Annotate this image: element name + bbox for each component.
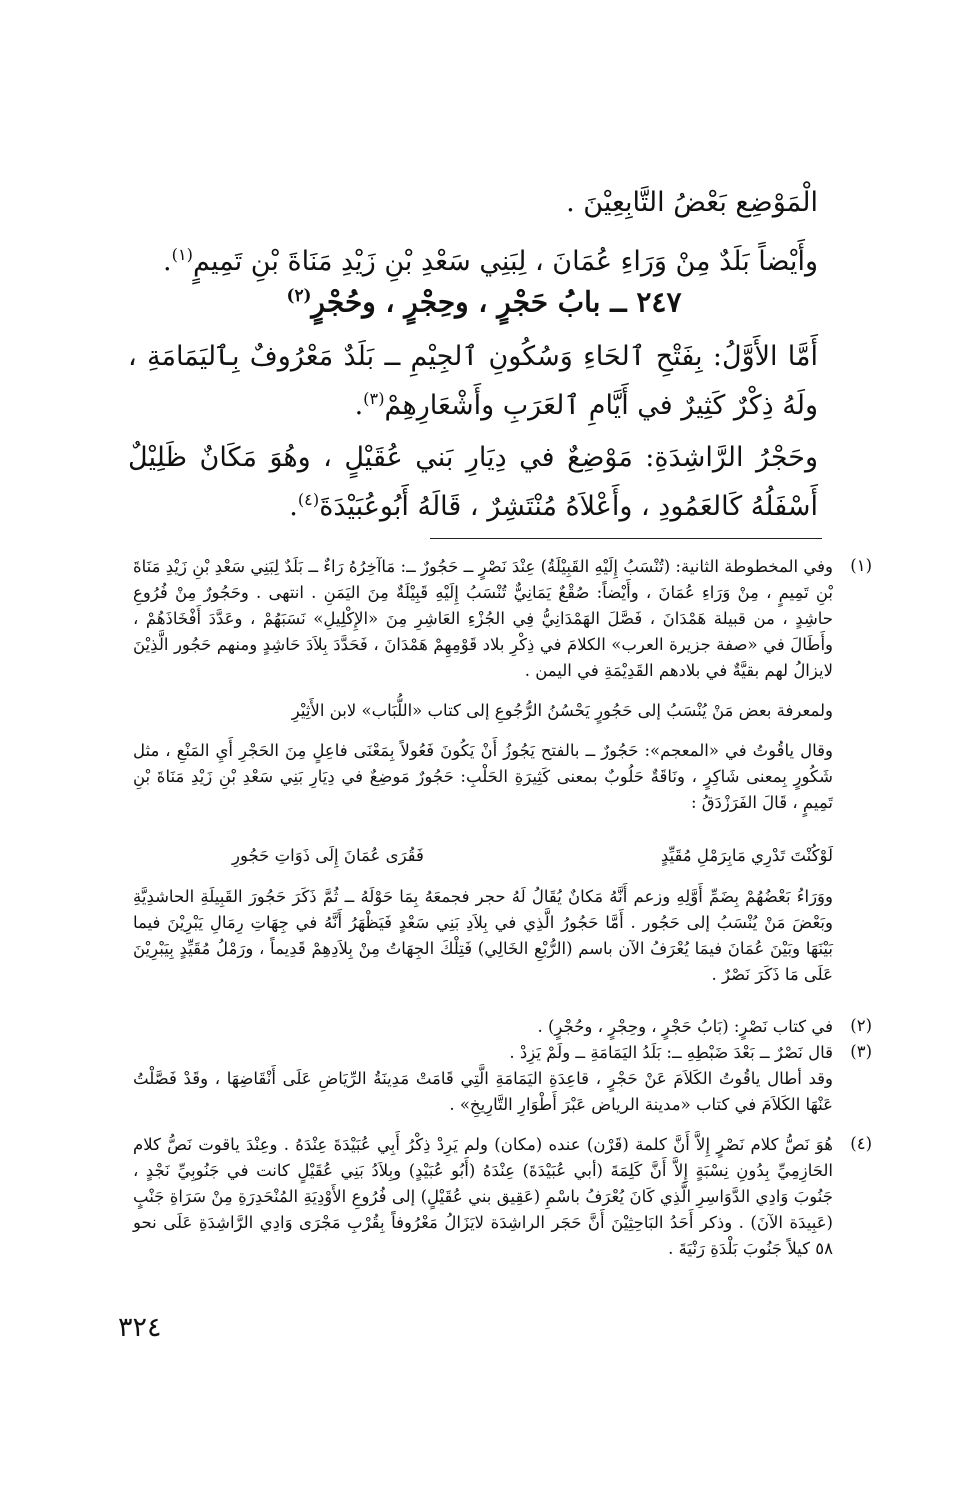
paragraph-first-text: أَمَّا الأَوَّلُ: بِفَتْحِ ٱلحَاءِ وَسُكُونِ ٱلجِيْمِ ــ بَلَدٌ مَعْرُوفٌ بِٱليَمَامَةِ ، ولَهُ ذِكْرٌ كَثِيرٌ في أَيَّامِ ٱلعَرَبِ وأَشْعَارِهِمْ	[128, 341, 818, 421]
footnote-1-continued	[133, 884, 833, 988]
footnote-ref-3: (٣)	[363, 389, 385, 408]
footnote-3-number: (٣)	[850, 1042, 872, 1061]
main-text	[128, 182, 818, 283]
paragraph-second: وحَجْرُ الرَّاشِدَةِ: مَوْضِعٌ في دِيَارِ بَني عُقَيْلٍ ، وهُوَ مَكَانٌ ظَلِيْلٌ أَسْفَلُهُ كَالعَمُودِ ، وأَعْلاَهُ مُنْتَشِرٌ ، قَالَهُ أَبُوعُبَيْدَةَ$^{(٤)}$.	[128, 442, 818, 522]
section-heading	[150, 285, 818, 318]
footnote-ref-2: (٢)	[286, 285, 312, 305]
footnote-2-text: في كتاب نَصْرٍ: (بَابُ حَجْرٍ ، وحِجْرٍ ، وحُجْرٍ) .	[537, 1017, 833, 1036]
page-number: ٣٢٤	[118, 1312, 162, 1343]
entry-also-text: وأَيْضاً بَلَدٌ مِنْ وَرَاءِ عُمَانَ ، لِبَنِي سَعْدِ بْنِ زَيْدِ مَنَاةَ بْنِ تَمِيمٍ	[192, 246, 818, 277]
footnote-ref-1: (١)	[171, 245, 193, 264]
footnote-1-para-4: ووَرَاءُ بَعْضُهُمْ بِضَمِّ أَوَّلِهِ وزعم أَنَّهُ مَكانٌ يُقَالُ لَهُ حجر فجمعَهُ بِمَا حَوْلَهُ ــ ثُمَّ ذَكَرَ حَجُورَ القَبِيلَةِ الحاشدِيَّةِ وبَعْضَ مَنْ يُنْسَبُ إلى حَجُور . أَمَّا حَجُورُ الَّذِي في بِلاَدِ بَنِي سَعْدٍ فَيَظْهَرُ أَنَّهُ في جِهَاتِ رِمَالِ يَبْرِيْنَ فيما بَيْنَهَا وبَيْنَ عُمَانَ فيمَا يُعْرَفُ الآن باسم (الرُّبْعِ الخَالِي) فَتِلْكَ الجِهَاتُ مِنْ بِلاَدِهِمْ قَدِيماً ، ورَمْلُ مُقَيِّدٍ بِيَبْرِيْنَ عَلَى مَا ذَكَرَ نَصْرٌ .	[133, 887, 833, 984]
footnote-2	[133, 1014, 833, 1040]
footnote-4-number: (٤)	[850, 1134, 872, 1153]
paragraph-second-text: وحَجْرُ الرَّاشِدَةِ: مَوْضِعٌ في دِيَارِ بَني عُقَيْلٍ ، وهُوَ مَكَانٌ ظَلِيْلٌ أَسْفَلُهُ كَالعَمُودِ ، وأَعْلاَهُ مُنْتَشِرٌ ، قَالَهُ أَبُوعُبَيْدَةَ	[128, 442, 818, 522]
entry-tail: الْمَوْضِع بَعْضُ التَّابِعِيْنَ .	[566, 187, 818, 218]
footnote-2-number: (٢)	[850, 1016, 872, 1035]
verse-hemistich-2: فَقُرَى عُمَانَ إِلَى ذَوَاتِ حَجُورِ	[232, 846, 424, 865]
paragraph-first: أَمَّا الأَوَّلُ: بِفَتْحِ ٱلحَاءِ وَسُكُونِ ٱلجِيْمِ ــ بَلَدٌ مَعْرُوفٌ بِٱليَمَامَةِ ، ولَهُ ذِكْرٌ كَثِيرٌ في أَيَّامِ ٱلعَرَبِ وأَشْعَارِهِمْ$^{(٣)}$.	[128, 341, 818, 421]
section-heading-text: ٢٤٧ ــ بابُ حَجْرٍ ، وحِجْرٍ ، وحُجْرٍ	[311, 285, 682, 319]
footnote-3	[133, 1040, 833, 1118]
main-paragraphs	[128, 336, 818, 528]
footnote-1-para-2: ولمعرفة بعض مَنْ يُنْسَبُ إلى حَجُورٍ يَحْسُنُ الرُّجُوعِ إلى كتاب «اللُّبَاب» لابن الأَثِيْرِ	[291, 701, 833, 720]
entry-also: وأَيْضاً بَلَدٌ مِنْ وَرَاءِ عُمَانَ ، لِبَنِي سَعْدِ بْنِ زَيْدِ مَنَاةَ بْنِ تَمِيمٍ$^{(١)}$.	[163, 245, 818, 277]
footnote-3-para-1: قال نَصْرٌ ــ بَعْدَ ضَبْطِهِ ــ: بَلَدُ اليَمَامَةِ ــ ولَمْ يَزِدْ .	[509, 1043, 833, 1062]
footnote-4	[133, 1132, 833, 1262]
footnote-1	[133, 554, 833, 816]
footnote-1-para-1: وفي المخطوطة الثانية: (تُنْسَبُ إِلَيْهِ القَبِيْلَةُ) عِنْدَ نَصْرٍ ــ حَجُورٌ ــ: مَاآخِرُهُ رَاءٌ ــ بَلَدٌ لِبَنِي سَعْدِ بْنِ زَيْدِ مَنَاةَ بْنِ تَمِيمٍ ، مِنْ وَرَاءِ عُمَانَ ، وأَيْضاً: صُقْعٌ يَمَانِيٌّ تُنْسَبُ إِلَيْهِ قَبِيْلَةٌ مِنَ اليَمَنِ . انتهى . وحَجُورٌ مِنْ فُرُوعِ حاشِدٍ ، من قبيلة هَمْدَانَ ، فَصَّلَ الهَمْدَانِيُّ فِي الجُزْءِ العَاشِرِ مِنَ «الإِكْلِيلِ» نَسَبَهُمْ ، وعَدَّدَ أَفْخَاذَهُمْ ، وأَطَالَ في «صفة جزيرة العرب» الكلامَ في ذِكْرِ بلاد قَوْمِهِمْ هَمْدَانَ ، فَحَدَّدَ بِلاَدَ حَاشِدٍ ومنهم حَجُور الَّذِيْنَ لايزالُ لهم بقيَّةٌ في بلادهم القَدِيْمَةِ في اليمن .	[133, 557, 833, 680]
footnote-4-text: هُوَ نَصُّ كلام نَصْرٍ إِلاَّ أَنَّ كلمة (قَرْن) عنده (مكان) ولم يَرِدْ ذِكْرُ أَبِي عُبَيْدَةَ عِنْدَهُ . وعِنْدَ ياقوت نَصُّ كلام الحَازِمِيِّ بِدُونِ نِسْبَةٍ إِلاَّ أَنَّ كَلِمَةَ (أبي عُبَيْدَةَ) عِنْدَهُ (أَبُو عُبَيْدٍ) وبِلاَدُ بَنِي عُقَيْلٍ كانت في جَنُوبِيِّ نَجْدٍ ، جَنُوبَ وَادِي الدَّوَاسِرِ الَّذِي كَانَ يُعْرَفُ باسْمِ (عَقِيق بني عُقَيْلٍ) إلى فُرُوعِ الأَوْدِيَةِ المُنْحَدِرَةِ مِنْ سَرَاةِ جَنْبٍ (عَبِيدَة الآنَ) . وذكر أَحَدُ البَاحِثِيْنَ أَنَّ حَجَر الراشِدَة لايَزَالُ مَعْرُوفاً بِقُرْبِ مَجْرَى وَادِي الرَّاشِدَةِ عَلَى نحو ٥٨ كيلاً جَنُوبَ بَلْدَةِ رَنْيَةَ .	[133, 1135, 833, 1258]
footnote-1-para-3: وقال ياقُوتُ في «المعجم»: حَجُورٌ ــ بالفتح يَجُوزُ أَنْ يَكُونَ فَعُولاً بِمَعْنَى فاعِلٍ مِنَ الحَجْرِ أَيِ المَنْعِ ، مثل شَكُورٍ بِمعنى شَاكِرٍ ، ونَاقَةٌ حَلُوبٌ بمعنى كَثِيرَةِ الحَلْبِ: حَجُورٌ مَوضِعٌ في دِيَارِ بَنِي سَعْدِ بْنِ زَيْدِ مَنَاةَ بْنِ تَمِيمٍ ، قَالَ الفَرَزْدَقُ :	[133, 741, 833, 812]
footnote-separator	[430, 538, 822, 539]
footnote-1-number: (١)	[850, 556, 872, 575]
verse-hemistich-1: لَوْكُنْتَ تَدْرِي مَابِرَمْلِ مُقَيِّدٍ	[660, 846, 833, 865]
footnote-3-para-2: وقد أطال ياقُوتُ الكَلاَمَ عَنْ حَجْرٍ ، قاعِدَةِ اليَمَامَةِ الَّتِي قَامَتْ مَدِينَةُ الرِّيَاضِ عَلَى أَنْقَاضِهَا ، وقَدْ فَصَّلْتُ عَنْهَا الكَلاَمَ في كتاب «مدينة الرياض عَبْرَ أَطْوَارِ التَّارِيخِ» .	[133, 1069, 833, 1114]
footnote-ref-4: (٤)	[297, 490, 320, 509]
